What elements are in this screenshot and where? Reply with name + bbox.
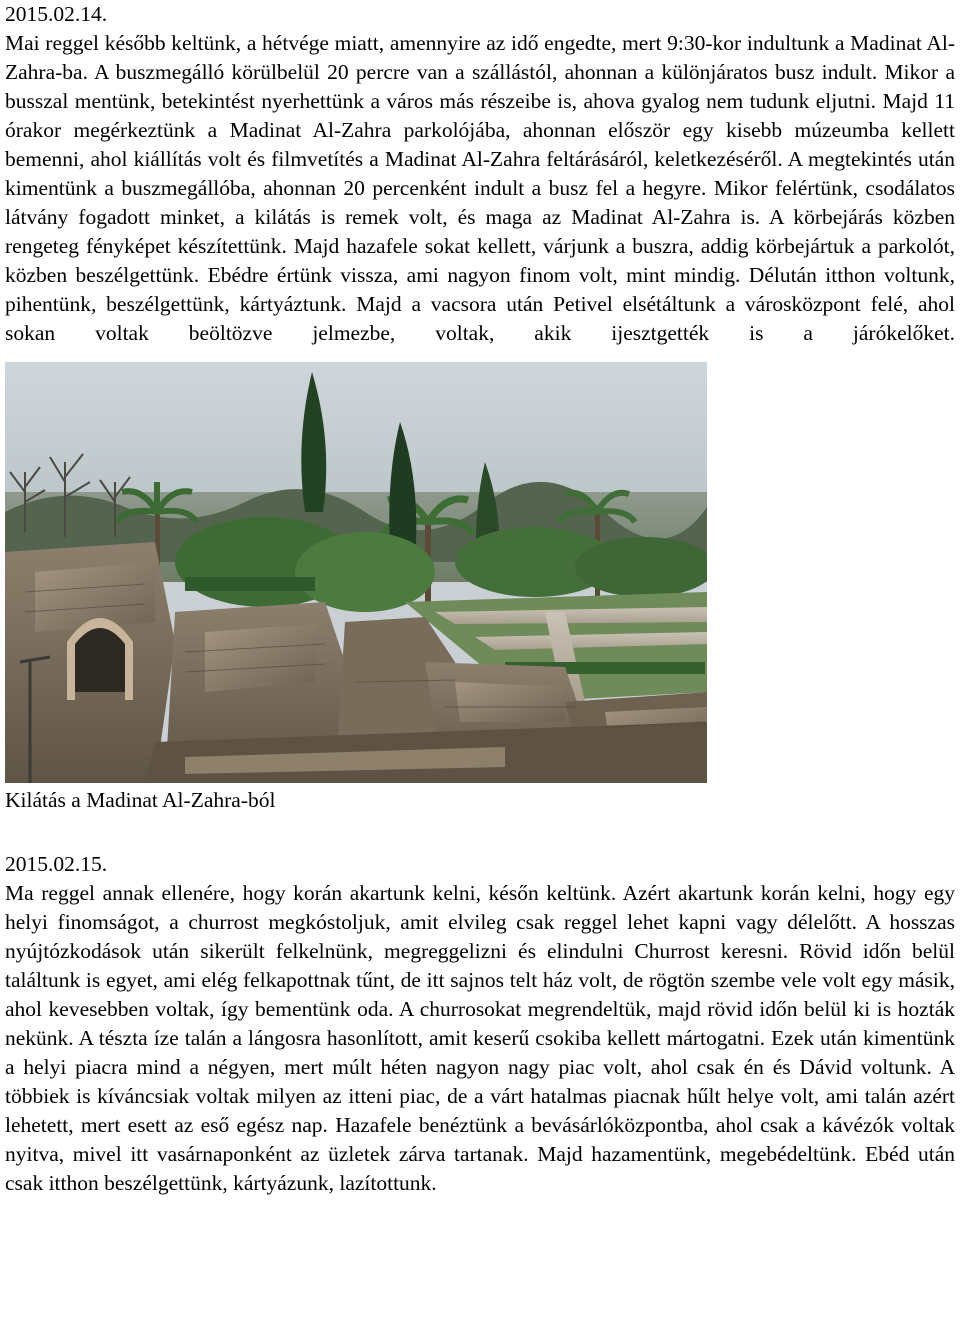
photo-caption: Kilátás a Madinat Al-Zahra-ból	[5, 788, 276, 812]
document-page	[5, 0, 955, 1198]
entry-text-1: Mai reggel később keltünk, a hétvége miatt, amennyire az idő engedte, mert 9:30-kor indultunk a Madinat Al-Zahra-ba. A buszmegálló körülbelül 20 percre van a szállástól, ahonnan a különjáratos busz indult. Mikor a busszal mentünk, betekintést nyerhettünk a város más részeibe is, ahova gyalog nem tudunk eljutni. Majd 11 órakor megérkeztünk a Madinat Al-Zahra parkolójába, ahonnan először egy kisebb múzeumba kellett bemenni, ahol kiállítás volt és filmvetítés a Madinat Al-Zahra feltárásáról, keletkezéséről. A megtekintés után kimentünk a buszmegállóba, ahonnan 20 percenként indult a busz fel a hegyre. Mikor felértünk, csodálatos látvány fogadott minket, a kilátás is remek volt, és maga az Madinat Al-Zahra is. A körbejárás közben rengeteg fényképet készítettünk. Majd hazafele sokat kellett, várjunk a buszra, addig körbejártuk a parkolót, közben beszélgettünk. Ebédre értünk vissza, ami nagyon finom volt, mint mindig. Délután itthon voltunk, pihentünk, beszélgettünk, kártyáztunk. Majd a vacsora után Petivel elsétáltunk a városközpont felé, ahol sokan voltak beöltözve jelmezbe, voltak, akik ijesztgették is a járókelőket.	[5, 31, 955, 345]
entry-date-1: 2015.02.14.	[5, 2, 108, 26]
entry-text-2: Ma reggel annak ellenére, hogy korán akartunk kelni, későn keltünk. Azért akartunk korán kelni, hogy egy helyi finomságot, a churrost megkóstoljuk, amit elvileg csak reggel lehet kapni vagy délelőtt. A hosszas nyújtózkodások után sikerült felkelnünk, megreggelizni és elindulni Churrost keresni. Rövid időn belül találtunk is egyet, ami elég felkapottnak tűnt, de itt sajnos telt ház volt, de rögtön szembe vele volt egy másik, ahol kevesebben voltak, így bementünk oda. A churrosokat megrendeltük, majd rövid időn belül ki is hozták nekünk. A tészta íze talán a lángosra hasonlított, amit keserű csokiba kellett mártogatni. Ezek után kimentünk a helyi piacra mind a négyen, mert múlt héten nagyon nagy piac volt, ahol csak én és Dávid voltunk. A többiek is kíváncsiak voltak milyen az itteni piac, de a várt hatalmas piacnak hűlt helye volt, ami talán azért lehetett, mert esett az eső egész nap. Hazafele benéztünk a bevásárlóközpontba, ahol csak a kávézók voltak nyitva, mivel itt vasárnaponként az üzletek zárva tartanak. Majd hazamentünk, megebédeltünk. Ebéd után csak itthon beszélgettünk, kártyázunk, lazítottunk.	[5, 881, 955, 1195]
photo-illustration	[5, 362, 707, 783]
section-gap	[5, 815, 955, 850]
photo-madinat-al-zahra	[5, 362, 707, 783]
entry-date-2: 2015.02.15.	[5, 852, 108, 876]
